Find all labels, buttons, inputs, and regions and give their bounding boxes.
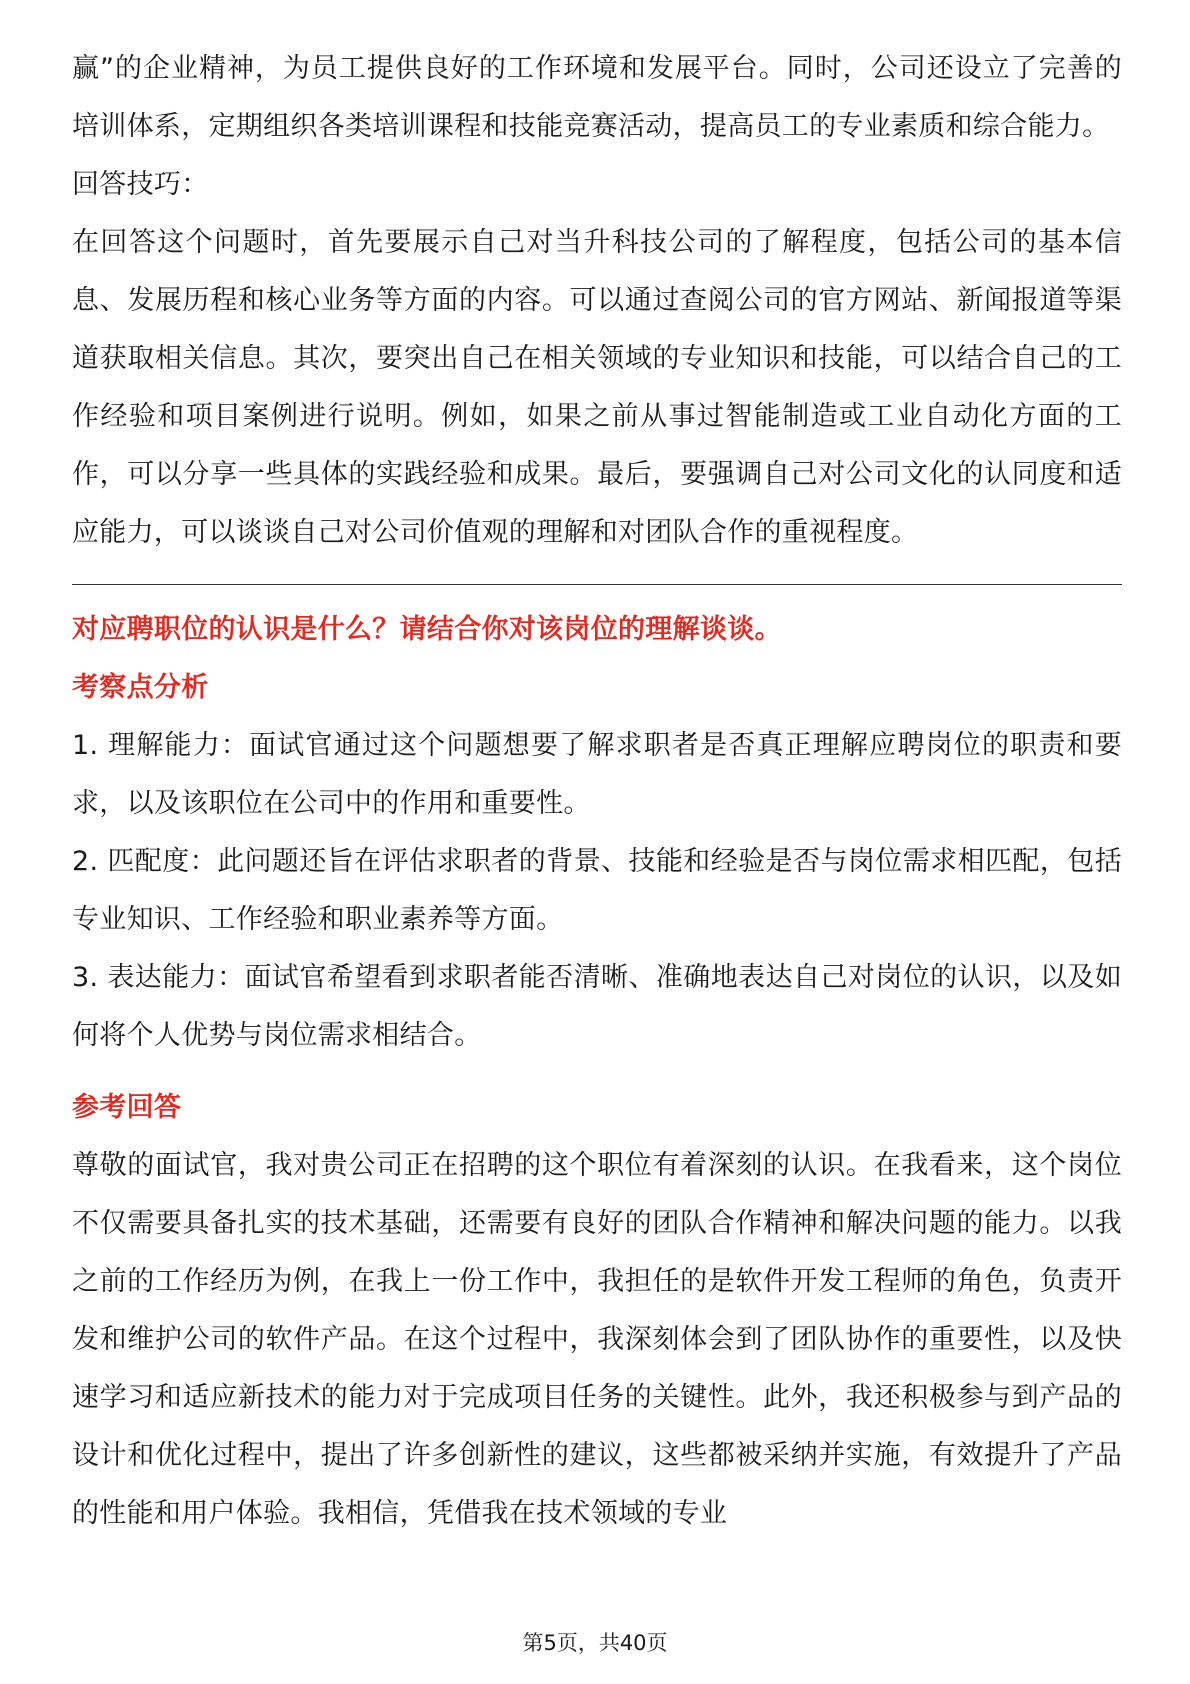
tips-label: 回答技巧： bbox=[72, 169, 209, 200]
analysis-point-1: 1. 理解能力：面试官通过这个问题想要了解求职者是否真正理解应聘岗位的职责和要求，以及该职位在公司中的作用和重要性。 bbox=[72, 730, 1122, 819]
answer-heading: 参考回答 bbox=[72, 1092, 182, 1123]
analysis-heading: 考察点分析 bbox=[72, 672, 209, 703]
document-page bbox=[72, 40, 1122, 1543]
question-title: 对应聘职位的认识是什么？请结合你对该岗位的理解谈谈。 bbox=[72, 614, 782, 645]
tips-paragraph: 在回答这个问题时，首先要展示自己对当升科技公司的了解程度，包括公司的基本信息、发展历程和核心业务等方面的内容。可以通过查阅公司的官方网站、新闻报道等渠道获取相关信息。其次，要突出自己在相关领域的专业知识和技能，可以结合自己的工作经验和项目案例进行说明。例如，如果之前从事过智能制造或工业自动化方面的工作，可以分享一些具体的实践经验和成果。最后，要强调自己对公司文化的认同度和适应能力，可以谈谈自己对公司价值观的理解和对团队合作的重视程度。 bbox=[72, 227, 1122, 548]
analysis-point-3: 3. 表达能力：面试官希望看到求职者能否清晰、准确地表达自己对岗位的认识，以及如何将个人优势与岗位需求相结合。 bbox=[72, 962, 1122, 1051]
continuation-paragraph: 赢”的企业精神，为员工提供良好的工作环境和发展平台。同时，公司还设立了完善的培训体系，定期组织各类培训课程和技能竞赛活动，提高员工的专业素质和综合能力。 bbox=[72, 53, 1122, 142]
page-indicator: 第5页，共40页 bbox=[522, 1631, 668, 1655]
answer-paragraph: 尊敬的面试官，我对贵公司正在招聘的这个职位有着深刻的认识。在我看来，这个岗位不仅需要具备扎实的技术基础，还需要有良好的团队合作精神和解决问题的能力。以我之前的工作经历为例，在我上一份工作中，我担任的是软件开发工程师的角色，负责开发和维护公司的软件产品。在这个过程中，我深刻体会到了团队协作的重要性，以及快速学习和适应新技术的能力对于完成项目任务的关键性。此外，我还积极参与到产品的设计和优化过程中，提出了许多创新性的建议，这些都被采纳并实施，有效提升了产品的性能和用户体验。我相信，凭借我在技术领域的专业 bbox=[72, 1150, 1122, 1529]
analysis-point-2: 2. 匹配度：此问题还旨在评估求职者的背景、技能和经验是否与岗位需求相匹配，包括专业知识、工作经验和职业素养等方面。 bbox=[72, 846, 1122, 935]
section-divider bbox=[72, 584, 1122, 585]
